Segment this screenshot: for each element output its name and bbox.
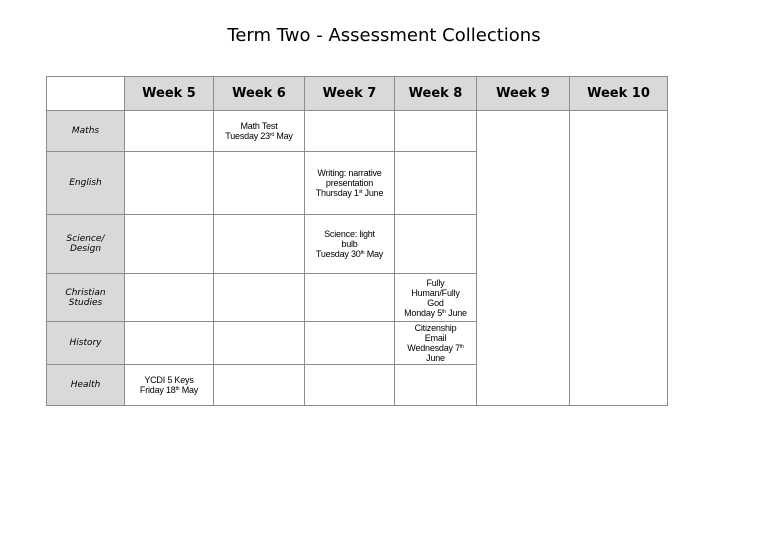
row-label-christian-studies: [47, 274, 125, 322]
column-header-week-10: Week 10: [570, 77, 668, 111]
cell-text: bulb: [341, 239, 358, 249]
cell-week-10-blank: [570, 111, 668, 406]
cell-maths-week-6: [214, 111, 305, 152]
cell-maths-week-5: [125, 111, 214, 152]
cell-text: Math Test: [240, 121, 278, 131]
cell-history-week-8: [395, 322, 477, 365]
cell-weeks-9-10-blank: [477, 111, 570, 406]
header-row: [47, 77, 668, 111]
assessment-table: [46, 76, 668, 406]
cell-history-week-7: [305, 322, 395, 365]
row-label-line: Science/: [66, 234, 105, 244]
column-header-week-9: Week 9: [477, 77, 570, 111]
cell-christian-week-5: [125, 274, 214, 322]
cell-text: May: [274, 131, 293, 141]
cell-text: June: [362, 188, 384, 198]
cell-health-week-5: [125, 365, 214, 406]
cell-text: May: [364, 249, 384, 259]
ordinal-suffix: rd: [269, 132, 275, 138]
row-label-science-design: [47, 215, 125, 274]
cell-text: Citizenship: [414, 323, 457, 333]
column-header-week-7: Week 7: [305, 77, 395, 111]
cell-text: Tuesday 23: [225, 131, 270, 141]
cell-text: June: [426, 353, 445, 363]
cell-science-week-8: [395, 215, 477, 274]
cell-text: Science: light: [324, 229, 375, 239]
cell-text: presentation: [325, 178, 374, 188]
column-header-week-5: Week 5: [125, 77, 214, 111]
row-label-health: Health: [47, 365, 125, 406]
row-label-line: Christian: [65, 287, 106, 298]
row-label-maths: Maths: [47, 111, 125, 152]
cell-text: God: [427, 297, 444, 308]
cell-english-week-6: [214, 152, 305, 215]
cell-maths-week-8: [395, 111, 477, 152]
cell-christian-week-7: [305, 274, 395, 322]
cell-text: Thursday 1: [315, 188, 359, 198]
cell-english-week-8: [395, 152, 477, 215]
cell-maths-week-7: [305, 111, 395, 152]
cell-text: Friday 18: [139, 385, 176, 395]
ordinal-suffix: st: [358, 189, 363, 195]
cell-health-week-8: [395, 365, 477, 406]
cell-science-week-5: [125, 215, 214, 274]
column-header-week-6: Week 6: [214, 77, 305, 111]
column-header-week-8: Week 8: [395, 77, 477, 111]
cell-text: Human/Fully: [411, 287, 460, 298]
cell-text: Writing: narrative: [317, 168, 382, 178]
table-row-maths: [47, 111, 668, 152]
cell-text: May: [179, 385, 199, 395]
cell-text: Tuesday 30: [315, 249, 361, 259]
cell-english-week-7: [305, 152, 395, 215]
cell-history-week-6: [214, 322, 305, 365]
cell-text: Monday 5: [404, 307, 443, 318]
ordinal-suffix: th: [459, 344, 464, 350]
row-label-line: Design: [69, 244, 102, 254]
row-label-line: Studies: [68, 297, 103, 308]
cell-text: YCDI 5 Keys: [144, 375, 194, 385]
row-label-history: History: [47, 322, 125, 365]
row-label-english: English: [47, 152, 125, 215]
cell-text: Email: [424, 333, 447, 343]
cell-text: Fully: [426, 277, 445, 288]
cell-text: June: [445, 307, 467, 318]
cell-text: Wednesday 7: [407, 343, 460, 353]
page-title: Term Two - Assessment Collections: [227, 25, 541, 46]
cell-history-week-5: [125, 322, 214, 365]
cell-health-week-6: [214, 365, 305, 406]
cell-english-week-5: [125, 152, 214, 215]
corner-cell: [47, 77, 125, 111]
cell-science-week-7: [305, 215, 395, 274]
ordinal-suffix: th: [442, 308, 446, 315]
cell-science-week-6: [214, 215, 305, 274]
ordinal-suffix: th: [360, 250, 365, 256]
cell-health-week-7: [305, 365, 395, 406]
cell-christian-week-6: [214, 274, 305, 322]
ordinal-suffix: th: [175, 386, 180, 392]
cell-christian-week-8: [395, 274, 477, 322]
